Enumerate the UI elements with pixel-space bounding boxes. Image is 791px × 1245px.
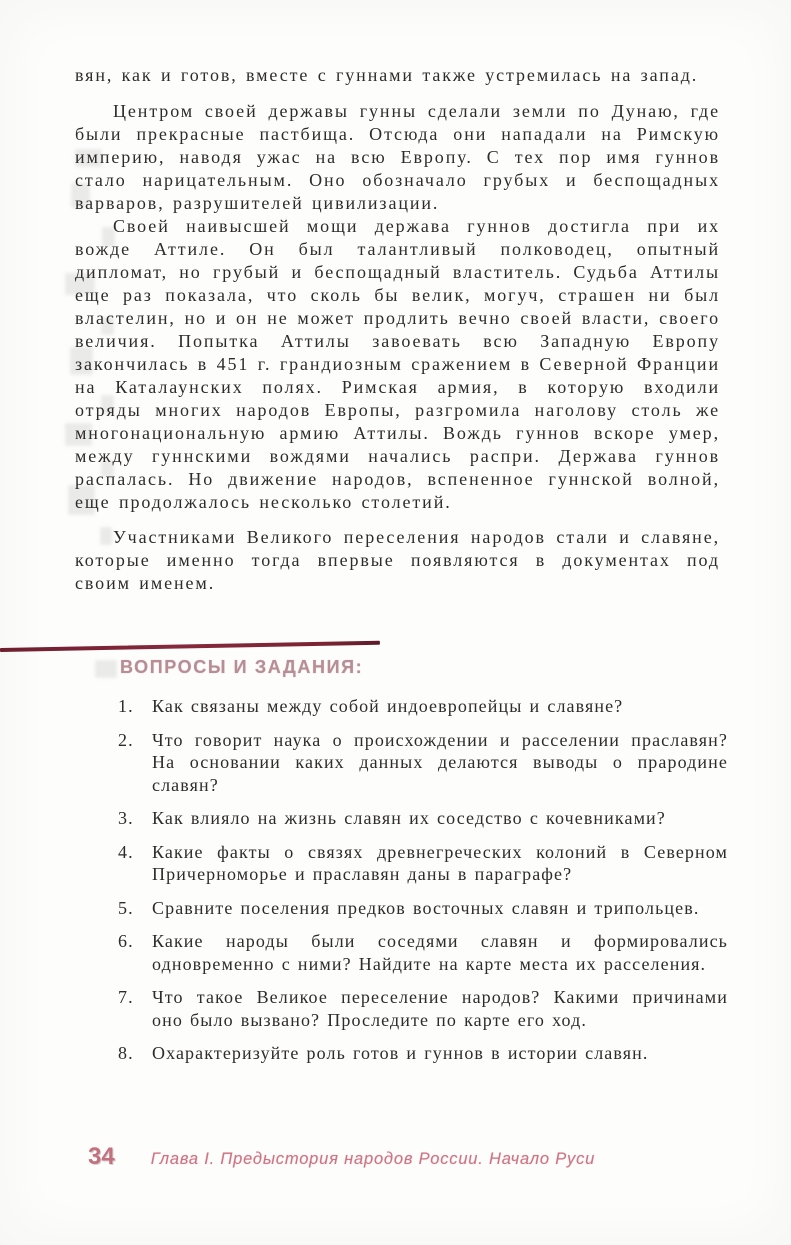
question-number: 2. xyxy=(118,729,134,750)
question-number: 6. xyxy=(118,931,134,951)
body-text-column xyxy=(75,64,720,595)
body-paragraph: Участниками Великого переселения народов стали и славяне, которые именно тогда впервые появляются в документах под своим именем. xyxy=(75,527,720,593)
question-item xyxy=(118,807,728,830)
question-text: Какие народы были соседями славян и формировались одновременно с ними? Найдите на карте места их расселения. xyxy=(152,931,728,974)
body-paragraph: вян, как и готов, вместе с гуннами также устремилась на запад. xyxy=(75,65,699,85)
question-number: 5. xyxy=(118,897,134,918)
question-text: Охарактеризуйте роль готов и гуннов в истории славян. xyxy=(152,1043,649,1063)
question-number: 3. xyxy=(118,808,134,828)
scan-artifact xyxy=(95,660,117,678)
question-number: 4. xyxy=(118,841,134,862)
page-number: 34 xyxy=(88,1143,115,1170)
question-number: 8. xyxy=(118,1043,134,1063)
question-item xyxy=(118,841,728,886)
body-paragraph: Центром своей державы гунны сделали земли по Дунаю, где были прекрасные пастбища. Отсюда они нападали на Римскую империю, наводя ужас на всю Европу. С тех пор имя гуннов стало нарицательным. Оно обозначало грубых и беспощадных варваров, разрушителей цивилизации. xyxy=(75,101,720,213)
question-item xyxy=(118,897,728,920)
question-item xyxy=(118,930,728,975)
chapter-title: Глава I. Предыстория народов России. Начало Руси xyxy=(150,1150,596,1168)
body-paragraph: Своей наивысшей мощи держава гуннов достигла при их вожде Аттиле. Он был талантливый полководец, опытный дипломат, но грубый и беспощадный властитель. Судьба Аттилы еще раз показала, что сколь бы велик, могуч, страшен ни был властелин, но и он не может продлить вечно своей власти, своего величия. Попытка Аттилы завоевать всю Западную Европу закончилась в 451 г. грандиозным сражением в Северной Франции на Каталаунских полях. Римская армия, в которую входили отряды многих народов Европы, разгромила наголову столь же многонациональную армию Аттилы. Вождь гуннов вскоре умер, между гуннскими вождями начались распри. Держава гуннов распалась. Но движение народов, вспененное гуннской волной, еще продолжалось несколько столетий. xyxy=(75,216,720,512)
question-item xyxy=(118,695,728,718)
question-number: 1. xyxy=(118,696,134,716)
questions-list xyxy=(118,695,728,1076)
question-text: Что такое Великое переселение народов? Какими причинами оно было вызвано? Проследите по карте его ход. xyxy=(152,987,728,1030)
page-footer xyxy=(88,1143,595,1171)
question-item xyxy=(118,729,728,797)
question-text: Как влияло на жизнь славян их соседство с кочевниками? xyxy=(152,808,666,828)
question-text: Что говорит наука о происхождении и расселении праславян? На основании каких данных делаются выводы о прародине славян? xyxy=(152,729,728,795)
question-item xyxy=(118,986,728,1031)
questions-heading: ВОПРОСЫ И ЗАДАНИЯ: xyxy=(120,657,364,677)
section-divider-rule xyxy=(0,641,380,652)
question-item xyxy=(118,1042,728,1065)
question-text: Какие факты о связях древнегреческих колоний в Северном Причерноморье и праславян даны в параграфе? xyxy=(152,841,728,884)
question-text: Сравните поселения предков восточных славян и трипольцев. xyxy=(152,897,700,918)
question-number: 7. xyxy=(118,987,134,1007)
question-text: Как связаны между собой индоевропейцы и славяне? xyxy=(152,696,624,716)
